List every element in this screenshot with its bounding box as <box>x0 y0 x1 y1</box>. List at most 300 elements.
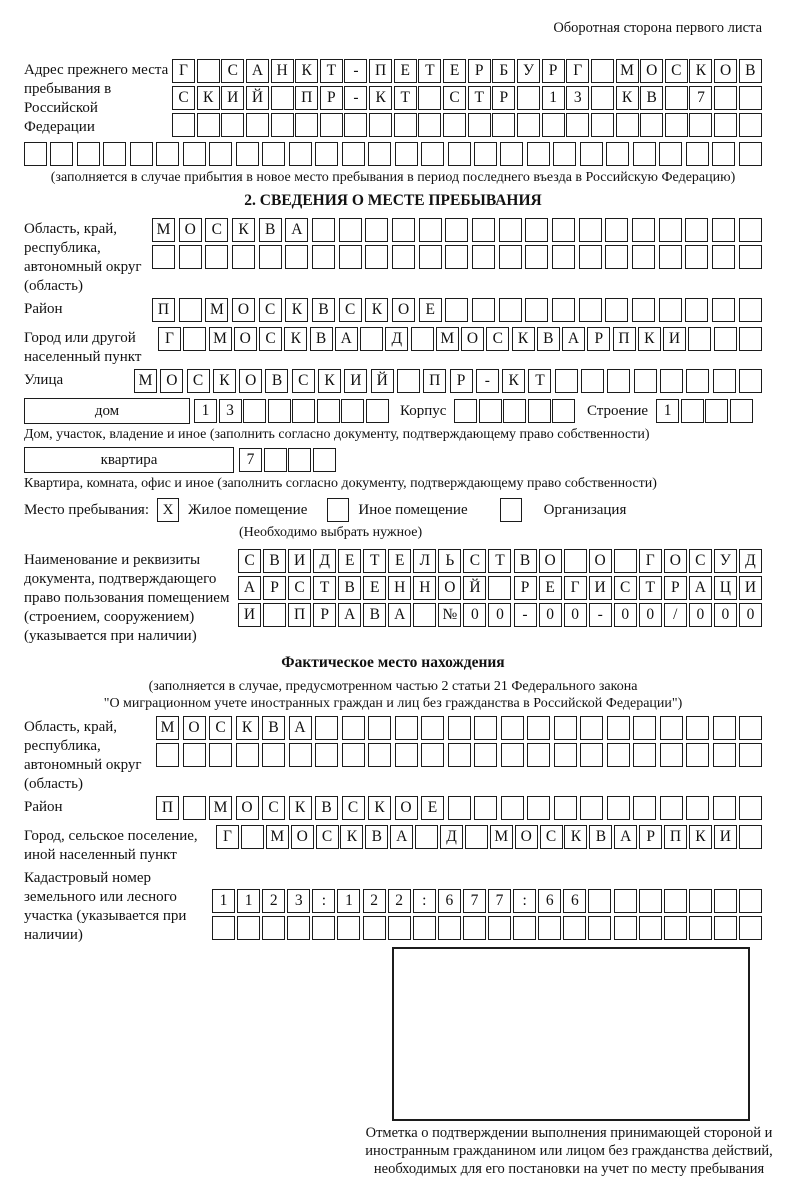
other-premises-checkbox[interactable] <box>327 498 349 522</box>
char-cell[interactable] <box>739 298 762 322</box>
char-cell[interactable] <box>591 86 614 110</box>
char-cell[interactable]: К <box>318 369 341 393</box>
char-cell[interactable]: С <box>262 796 285 820</box>
char-cell[interactable] <box>664 916 687 940</box>
char-cell[interactable]: А <box>338 603 361 627</box>
char-cell[interactable]: У <box>517 59 540 83</box>
char-cell[interactable]: В <box>589 825 612 849</box>
char-cell[interactable] <box>421 716 444 740</box>
char-cell[interactable] <box>705 399 728 423</box>
char-cell[interactable]: И <box>221 86 244 110</box>
char-cell[interactable]: Т <box>468 86 491 110</box>
char-cell[interactable]: О <box>664 549 687 573</box>
char-cell[interactable] <box>665 86 688 110</box>
char-cell[interactable]: К <box>512 327 535 351</box>
char-cell[interactable] <box>712 218 735 242</box>
char-cell[interactable]: 1 <box>656 399 679 423</box>
char-cell[interactable]: Р <box>468 59 491 83</box>
char-cell[interactable] <box>555 369 578 393</box>
char-cell[interactable] <box>517 113 540 137</box>
char-cell[interactable]: Д <box>739 549 762 573</box>
char-cell[interactable]: Т <box>320 59 343 83</box>
char-cell[interactable] <box>739 327 762 351</box>
char-cell[interactable]: К <box>232 218 255 242</box>
char-cell[interactable] <box>474 743 497 767</box>
char-cell[interactable]: 0 <box>614 603 637 627</box>
char-cell[interactable] <box>659 218 682 242</box>
char-cell[interactable] <box>639 916 662 940</box>
char-cell[interactable]: Б <box>492 59 515 83</box>
char-cell[interactable]: К <box>197 86 220 110</box>
char-cell[interactable] <box>739 716 762 740</box>
char-cell[interactable]: С <box>486 327 509 351</box>
char-cell[interactable] <box>246 113 269 137</box>
char-cell[interactable]: А <box>390 825 413 849</box>
char-cell[interactable]: 6 <box>563 889 586 913</box>
char-cell[interactable]: А <box>238 576 261 600</box>
char-cell[interactable]: Е <box>419 298 442 322</box>
char-cell[interactable]: К <box>502 369 525 393</box>
char-cell[interactable]: С <box>187 369 210 393</box>
char-cell[interactable] <box>448 716 471 740</box>
char-cell[interactable]: А <box>388 603 411 627</box>
char-cell[interactable] <box>363 916 386 940</box>
char-cell[interactable] <box>607 716 630 740</box>
char-cell[interactable] <box>689 889 712 913</box>
char-cell[interactable] <box>479 399 502 423</box>
char-cell[interactable]: - <box>344 86 367 110</box>
char-cell[interactable]: И <box>589 576 612 600</box>
char-cell[interactable]: Р <box>664 576 687 600</box>
char-cell[interactable] <box>607 796 630 820</box>
char-cell[interactable] <box>614 549 637 573</box>
char-cell[interactable] <box>287 916 310 940</box>
char-cell[interactable]: 1 <box>542 86 565 110</box>
char-cell[interactable] <box>542 113 565 137</box>
residential-checkbox[interactable]: X <box>157 498 179 522</box>
char-cell[interactable] <box>262 743 285 767</box>
char-cell[interactable]: О <box>714 59 737 83</box>
char-cell[interactable]: 0 <box>739 603 762 627</box>
char-cell[interactable] <box>739 218 762 242</box>
char-cell[interactable] <box>156 743 179 767</box>
char-cell[interactable]: И <box>344 369 367 393</box>
char-cell[interactable]: О <box>589 549 612 573</box>
char-cell[interactable] <box>172 113 195 137</box>
char-cell[interactable]: 7 <box>689 86 712 110</box>
char-cell[interactable] <box>664 889 687 913</box>
char-cell[interactable]: О <box>179 218 202 242</box>
char-cell[interactable] <box>739 916 762 940</box>
char-cell[interactable] <box>360 327 383 351</box>
char-cell[interactable] <box>339 218 362 242</box>
char-cell[interactable] <box>713 716 736 740</box>
char-cell[interactable] <box>580 796 603 820</box>
char-cell[interactable] <box>527 716 550 740</box>
char-cell[interactable]: К <box>289 796 312 820</box>
char-cell[interactable] <box>454 399 477 423</box>
char-cell[interactable] <box>714 327 737 351</box>
char-cell[interactable]: 7 <box>488 889 511 913</box>
char-cell[interactable]: 7 <box>463 889 486 913</box>
char-cell[interactable]: С <box>316 825 339 849</box>
char-cell[interactable] <box>415 825 438 849</box>
char-cell[interactable]: Г <box>158 327 181 351</box>
char-cell[interactable]: П <box>664 825 687 849</box>
char-cell[interactable] <box>659 298 682 322</box>
char-cell[interactable] <box>292 399 315 423</box>
char-cell[interactable] <box>448 796 471 820</box>
char-cell[interactable]: 6 <box>438 889 461 913</box>
char-cell[interactable]: № <box>438 603 461 627</box>
char-cell[interactable]: В <box>338 576 361 600</box>
char-cell[interactable] <box>392 218 415 242</box>
char-cell[interactable] <box>197 59 220 83</box>
char-cell[interactable]: В <box>739 59 762 83</box>
char-cell[interactable] <box>365 218 388 242</box>
char-cell[interactable] <box>581 369 604 393</box>
char-cell[interactable] <box>685 245 708 269</box>
char-cell[interactable] <box>313 448 336 472</box>
char-cell[interactable] <box>232 245 255 269</box>
char-cell[interactable] <box>580 142 603 166</box>
char-cell[interactable]: К <box>285 298 308 322</box>
char-cell[interactable]: Т <box>528 369 551 393</box>
char-cell[interactable] <box>320 113 343 137</box>
char-cell[interactable] <box>236 743 259 767</box>
char-cell[interactable] <box>730 399 753 423</box>
char-cell[interactable] <box>395 743 418 767</box>
char-cell[interactable]: М <box>266 825 289 849</box>
char-cell[interactable] <box>616 113 639 137</box>
char-cell[interactable]: О <box>640 59 663 83</box>
char-cell[interactable] <box>183 796 206 820</box>
char-cell[interactable] <box>368 716 391 740</box>
char-cell[interactable]: Е <box>363 576 386 600</box>
char-cell[interactable] <box>525 298 548 322</box>
char-cell[interactable]: Т <box>394 86 417 110</box>
char-cell[interactable] <box>369 113 392 137</box>
char-cell[interactable]: О <box>236 796 259 820</box>
char-cell[interactable] <box>640 113 663 137</box>
char-cell[interactable]: Н <box>413 576 436 600</box>
char-cell[interactable]: 2 <box>262 889 285 913</box>
char-cell[interactable]: А <box>689 576 712 600</box>
char-cell[interactable]: С <box>443 86 466 110</box>
char-cell[interactable] <box>606 142 629 166</box>
char-cell[interactable]: У <box>714 549 737 573</box>
char-cell[interactable] <box>579 298 602 322</box>
char-cell[interactable]: 0 <box>639 603 662 627</box>
char-cell[interactable]: Г <box>564 576 587 600</box>
char-cell[interactable]: В <box>315 796 338 820</box>
char-cell[interactable]: В <box>312 298 335 322</box>
char-cell[interactable]: Н <box>271 59 294 83</box>
char-cell[interactable] <box>538 916 561 940</box>
char-cell[interactable]: Й <box>246 86 269 110</box>
char-cell[interactable] <box>395 142 418 166</box>
char-cell[interactable] <box>419 245 442 269</box>
char-cell[interactable] <box>315 716 338 740</box>
char-cell[interactable] <box>689 113 712 137</box>
char-cell[interactable] <box>659 142 682 166</box>
char-cell[interactable] <box>566 113 589 137</box>
char-cell[interactable] <box>236 142 259 166</box>
char-cell[interactable]: О <box>461 327 484 351</box>
char-cell[interactable]: О <box>234 327 257 351</box>
char-cell[interactable] <box>156 142 179 166</box>
char-cell[interactable] <box>527 142 550 166</box>
char-cell[interactable]: 2 <box>388 889 411 913</box>
char-cell[interactable] <box>714 889 737 913</box>
char-cell[interactable]: П <box>613 327 636 351</box>
char-cell[interactable]: В <box>263 549 286 573</box>
char-cell[interactable]: Й <box>371 369 394 393</box>
char-cell[interactable] <box>500 142 523 166</box>
char-cell[interactable] <box>413 603 436 627</box>
char-cell[interactable]: 0 <box>714 603 737 627</box>
char-cell[interactable] <box>474 716 497 740</box>
char-cell[interactable]: Г <box>172 59 195 83</box>
char-cell[interactable] <box>605 298 628 322</box>
char-cell[interactable]: 7 <box>239 448 262 472</box>
char-cell[interactable] <box>472 218 495 242</box>
char-cell[interactable] <box>445 298 468 322</box>
char-cell[interactable]: С <box>172 86 195 110</box>
char-cell[interactable]: - <box>344 59 367 83</box>
char-cell[interactable] <box>488 576 511 600</box>
char-cell[interactable] <box>554 743 577 767</box>
char-cell[interactable]: М <box>134 369 157 393</box>
char-cell[interactable]: К <box>295 59 318 83</box>
char-cell[interactable] <box>418 86 441 110</box>
char-cell[interactable] <box>448 142 471 166</box>
char-cell[interactable]: М <box>436 327 459 351</box>
char-cell[interactable] <box>271 113 294 137</box>
char-cell[interactable] <box>591 59 614 83</box>
char-cell[interactable] <box>152 245 175 269</box>
char-cell[interactable] <box>659 245 682 269</box>
char-cell[interactable] <box>289 743 312 767</box>
char-cell[interactable]: М <box>152 218 175 242</box>
char-cell[interactable] <box>685 218 708 242</box>
char-cell[interactable]: К <box>213 369 236 393</box>
char-cell[interactable]: В <box>265 369 288 393</box>
char-cell[interactable]: 1 <box>337 889 360 913</box>
char-cell[interactable] <box>443 113 466 137</box>
char-cell[interactable] <box>411 327 434 351</box>
char-cell[interactable] <box>501 716 524 740</box>
char-cell[interactable] <box>312 218 335 242</box>
char-cell[interactable]: С <box>540 825 563 849</box>
char-cell[interactable]: Р <box>313 603 336 627</box>
char-cell[interactable] <box>237 916 260 940</box>
char-cell[interactable] <box>418 113 441 137</box>
char-cell[interactable] <box>739 113 762 137</box>
char-cell[interactable]: С <box>221 59 244 83</box>
char-cell[interactable]: Е <box>443 59 466 83</box>
char-cell[interactable]: П <box>295 86 318 110</box>
char-cell[interactable] <box>197 113 220 137</box>
char-cell[interactable]: Ц <box>714 576 737 600</box>
char-cell[interactable]: А <box>246 59 269 83</box>
char-cell[interactable]: Л <box>413 549 436 573</box>
char-cell[interactable] <box>50 142 73 166</box>
char-cell[interactable] <box>463 916 486 940</box>
char-cell[interactable] <box>397 369 420 393</box>
char-cell[interactable]: В <box>259 218 282 242</box>
char-cell[interactable]: Р <box>320 86 343 110</box>
char-cell[interactable]: А <box>289 716 312 740</box>
char-cell[interactable]: Т <box>363 549 386 573</box>
char-cell[interactable] <box>712 245 735 269</box>
char-cell[interactable]: С <box>339 298 362 322</box>
char-cell[interactable] <box>739 245 762 269</box>
char-cell[interactable] <box>686 369 709 393</box>
char-cell[interactable]: В <box>537 327 560 351</box>
char-cell[interactable] <box>183 743 206 767</box>
char-cell[interactable] <box>394 113 417 137</box>
char-cell[interactable]: С <box>292 369 315 393</box>
char-cell[interactable]: С <box>259 327 282 351</box>
char-cell[interactable] <box>465 825 488 849</box>
char-cell[interactable]: О <box>160 369 183 393</box>
char-cell[interactable]: О <box>539 549 562 573</box>
apartment-type-box[interactable]: квартира <box>24 447 234 473</box>
char-cell[interactable] <box>344 113 367 137</box>
char-cell[interactable] <box>419 218 442 242</box>
char-cell[interactable]: С <box>689 549 712 573</box>
char-cell[interactable] <box>501 743 524 767</box>
char-cell[interactable]: К <box>368 796 391 820</box>
char-cell[interactable] <box>366 399 389 423</box>
char-cell[interactable] <box>714 86 737 110</box>
char-cell[interactable] <box>681 399 704 423</box>
char-cell[interactable]: - <box>589 603 612 627</box>
char-cell[interactable] <box>686 716 709 740</box>
char-cell[interactable]: С <box>259 298 282 322</box>
char-cell[interactable]: Е <box>338 549 361 573</box>
char-cell[interactable] <box>607 743 630 767</box>
char-cell[interactable]: К <box>616 86 639 110</box>
char-cell[interactable] <box>552 245 575 269</box>
char-cell[interactable] <box>179 298 202 322</box>
char-cell[interactable] <box>660 743 683 767</box>
char-cell[interactable]: К <box>236 716 259 740</box>
char-cell[interactable] <box>264 448 287 472</box>
char-cell[interactable] <box>588 889 611 913</box>
char-cell[interactable] <box>605 245 628 269</box>
char-cell[interactable] <box>633 796 656 820</box>
char-cell[interactable] <box>209 142 232 166</box>
char-cell[interactable] <box>553 142 576 166</box>
char-cell[interactable] <box>501 796 524 820</box>
char-cell[interactable]: 1 <box>237 889 260 913</box>
char-cell[interactable] <box>525 245 548 269</box>
char-cell[interactable]: И <box>739 576 762 600</box>
char-cell[interactable] <box>103 142 126 166</box>
char-cell[interactable] <box>24 142 47 166</box>
char-cell[interactable] <box>263 603 286 627</box>
char-cell[interactable] <box>552 218 575 242</box>
char-cell[interactable]: 2 <box>363 889 386 913</box>
char-cell[interactable]: О <box>239 369 262 393</box>
char-cell[interactable]: О <box>395 796 418 820</box>
char-cell[interactable] <box>632 298 655 322</box>
char-cell[interactable]: М <box>209 327 232 351</box>
char-cell[interactable] <box>499 298 522 322</box>
char-cell[interactable] <box>552 298 575 322</box>
char-cell[interactable] <box>315 142 338 166</box>
char-cell[interactable]: П <box>423 369 446 393</box>
char-cell[interactable] <box>339 245 362 269</box>
char-cell[interactable] <box>739 825 762 849</box>
char-cell[interactable]: Р <box>587 327 610 351</box>
char-cell[interactable] <box>488 916 511 940</box>
char-cell[interactable] <box>713 743 736 767</box>
char-cell[interactable] <box>209 743 232 767</box>
char-cell[interactable] <box>368 743 391 767</box>
char-cell[interactable] <box>633 716 656 740</box>
char-cell[interactable] <box>579 245 602 269</box>
char-cell[interactable]: М <box>616 59 639 83</box>
char-cell[interactable] <box>342 142 365 166</box>
char-cell[interactable]: О <box>183 716 206 740</box>
char-cell[interactable]: Н <box>388 576 411 600</box>
char-cell[interactable]: О <box>392 298 415 322</box>
house-type-box[interactable]: дом <box>24 398 190 424</box>
char-cell[interactable] <box>739 86 762 110</box>
char-cell[interactable]: М <box>209 796 232 820</box>
char-cell[interactable] <box>588 916 611 940</box>
char-cell[interactable]: С <box>238 549 261 573</box>
char-cell[interactable] <box>368 142 391 166</box>
char-cell[interactable]: М <box>205 298 228 322</box>
char-cell[interactable]: П <box>288 603 311 627</box>
char-cell[interactable] <box>513 916 536 940</box>
char-cell[interactable]: О <box>515 825 538 849</box>
char-cell[interactable] <box>580 743 603 767</box>
char-cell[interactable] <box>633 142 656 166</box>
char-cell[interactable]: П <box>152 298 175 322</box>
char-cell[interactable]: 0 <box>564 603 587 627</box>
char-cell[interactable] <box>499 218 522 242</box>
char-cell[interactable] <box>241 825 264 849</box>
char-cell[interactable] <box>271 86 294 110</box>
char-cell[interactable] <box>312 916 335 940</box>
char-cell[interactable] <box>527 743 550 767</box>
char-cell[interactable] <box>660 716 683 740</box>
char-cell[interactable] <box>205 245 228 269</box>
char-cell[interactable]: Р <box>542 59 565 83</box>
char-cell[interactable]: И <box>238 603 261 627</box>
char-cell[interactable] <box>413 916 436 940</box>
char-cell[interactable] <box>468 113 491 137</box>
char-cell[interactable] <box>341 399 364 423</box>
char-cell[interactable] <box>183 142 206 166</box>
char-cell[interactable]: Р <box>492 86 515 110</box>
char-cell[interactable] <box>739 743 762 767</box>
char-cell[interactable] <box>688 327 711 351</box>
char-cell[interactable] <box>221 113 244 137</box>
char-cell[interactable]: Т <box>418 59 441 83</box>
char-cell[interactable] <box>472 298 495 322</box>
char-cell[interactable]: Р <box>514 576 537 600</box>
char-cell[interactable]: К <box>689 59 712 83</box>
char-cell[interactable] <box>77 142 100 166</box>
char-cell[interactable]: 6 <box>538 889 561 913</box>
char-cell[interactable]: А <box>285 218 308 242</box>
